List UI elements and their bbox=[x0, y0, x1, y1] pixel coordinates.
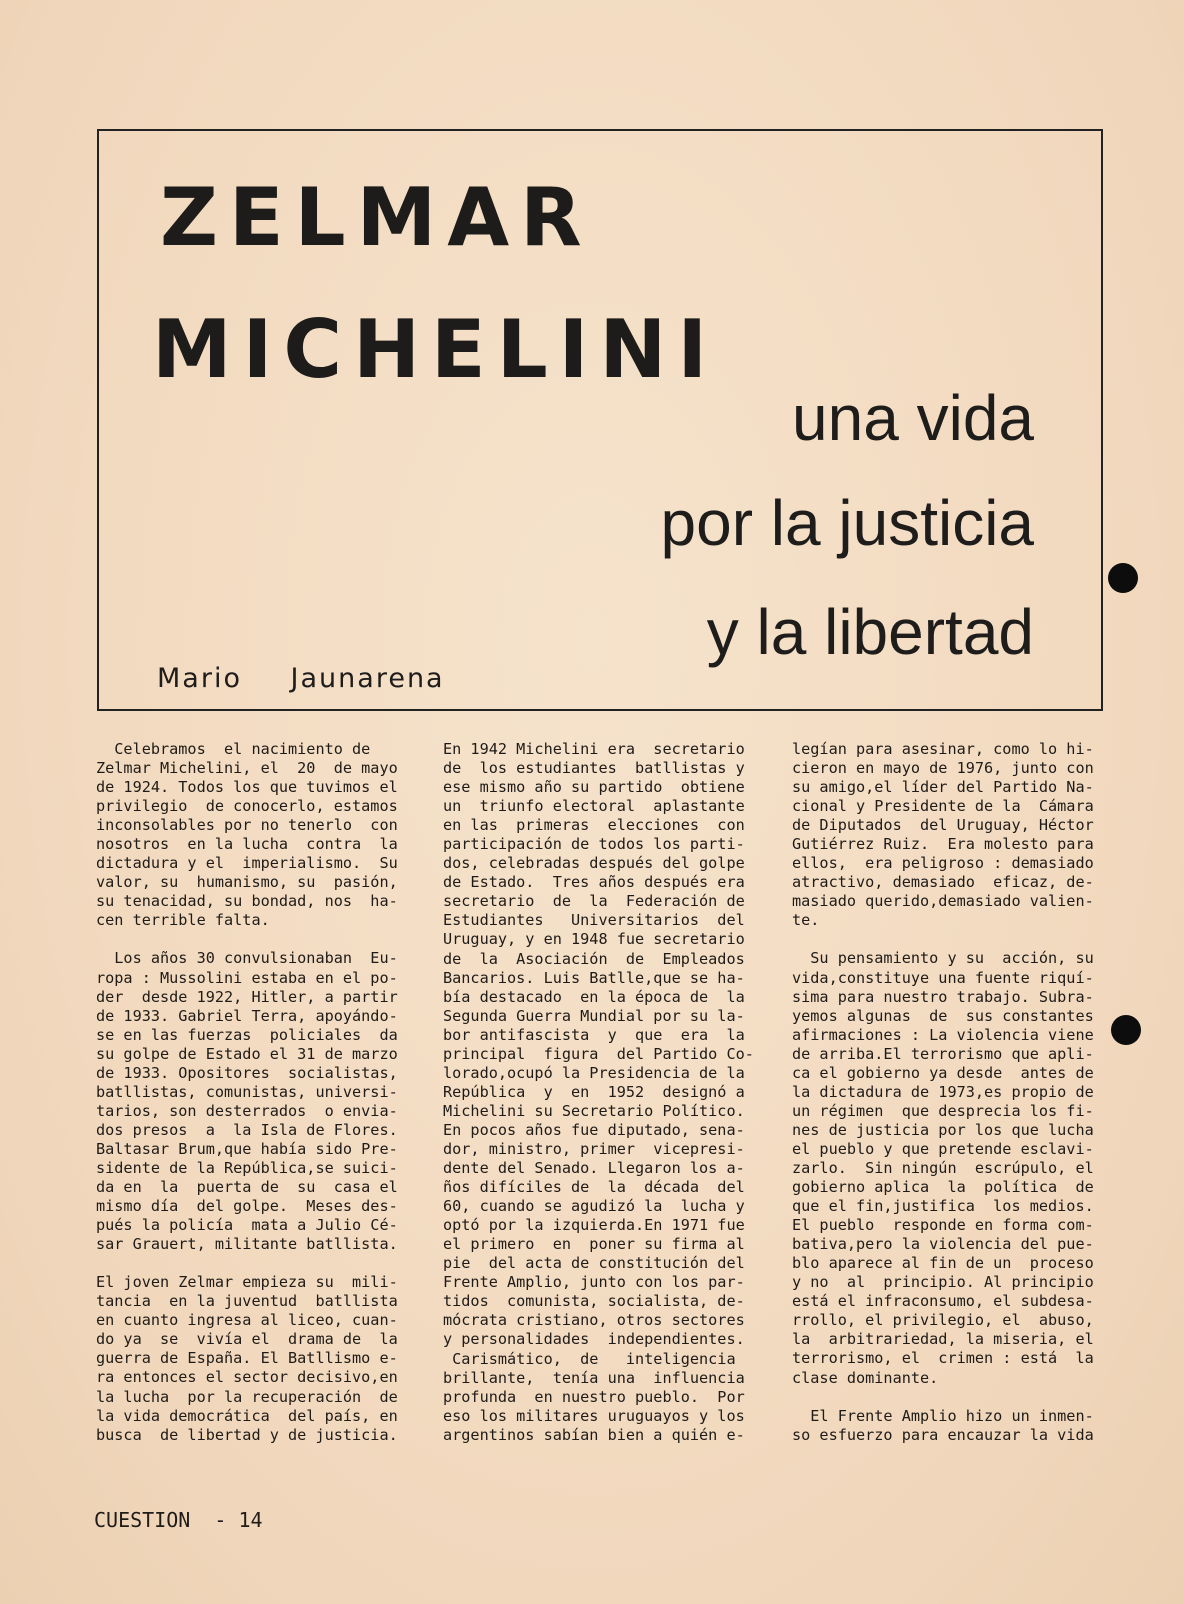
paragraph: legían para asesinar, como lo hi- cieron en mayo de 1976, junto con su amigo,el líder del Partido Na- cional y Presidente de la Cámara de Diputados del Uruguay, Héctor Gutiérrez Ruiz. Era molesto para ellos, era peligroso : demasiado atractivo, demasiado eficaz, de- masiado querido,demasiado valien- te. bbox=[792, 740, 1094, 930]
article-column-1 bbox=[96, 740, 414, 1445]
article-column-3 bbox=[792, 740, 1110, 1445]
paragraph: Los años 30 convulsionaban Eu- ropa : Mussolini estaba en el po- der desde 1922, Hitler, a partir de 1933. Gabriel Terra, apoyándo- se en las fuerzas policiales da su golpe de Estado el 31 de marzo de 1933. Opositores socialistas, batllistas, comunistas, universi- tarios, son desterrados o envia- dos presos a la Isla de Flores. Baltasar Brum,que había sido Pre- sidente de la República,se suici- da en la puerta de su casa el mismo día del golpe. Meses des- pués la policía mata a Julio Cé- sar Grauert, militante batllista. bbox=[96, 949, 398, 1254]
subtitle-line-1: una vida bbox=[792, 382, 1034, 454]
article-column-2 bbox=[443, 740, 761, 1445]
paragraph: Celebramos el nacimiento de Zelmar Michelini, el 20 de mayo de 1924. Todos los que tuvimos el privilegio de conocerlo, estamos inconsolables por no tenerlo con nosotros en la lucha contra la dictadura y el imperialismo. Su valor, su humanismo, su pasión, su tenacidad, su bondad, nos ha- cen terrible falta. bbox=[96, 740, 398, 930]
page-footer: CUESTION - 14 bbox=[94, 1508, 263, 1532]
paragraph: En 1942 Michelini era secretario de los estudiantes batllistas y ese mismo año su partido obtiene un triunfo electoral aplastante en las primeras elecciones con participación de todos los parti- dos, celebradas después del golpe de Estado. Tres años después era secretario de la Federación de Estudiantes Universitarios del Uruguay, y en 1948 fue secretario de la Asociación de Empleados Bancarios. Luis Batlle,que se ha- bía destacado en la época de la Segunda Guerra Mundial por su la- bor antifascista y que era la principal figura del Partido Co- lorado,ocupó la Presidencia de la República y en 1952 designó a Michelini su Secretario Político. En pocos años fue diputado, sena- dor, ministro, primer vicepresi- dente del Senado. Llegaron los a- ños difíciles de la década del 60, cuando se agudizó la lucha y optó por la izquierda.En 1971 fue el primero en poner su firma al pie del acta de constitución del Frente Amplio, junto con los par- tidos comunista, socialista, de- mócrata cristiano, otros sectores y personalidades independientes. Carismático, de inteligencia brillante, tenía una influencia profunda en nuestro pueblo. Por eso los militares uruguayos y los argentinos sabían bien a quién e- bbox=[443, 740, 754, 1444]
paragraph: El Frente Amplio hizo un inmen- so esfuerzo para encauzar la vida bbox=[792, 1406, 1094, 1444]
subtitle-line-2: por la justicia bbox=[660, 487, 1034, 559]
title-first-name: ZELMAR bbox=[160, 171, 593, 264]
binder-hole-bottom bbox=[1111, 1015, 1141, 1045]
paragraph: Su pensamiento y su acción, su vida,constituye una fuente riquí- sima para nuestro trabajo. Subra- yemos algunas de sus constantes afirmaciones : La violencia viene de arriba.El terrorismo que apli- ca el gobierno ya desde antes de la dictadura de 1973,es propio de un régimen que desprecia los fi- nes de justicia por los que lucha el pueblo y que pretende esclavi- zarlo. Sin ningún escrúpulo, el gobierno aplica la política de que el fin,justifica los medios. El pueblo responde en forma com- bativa,pero la violencia del pue- blo aparece al fin de un proceso y no al principio. Al principio está el infraconsumo, el subdesa- rrollo, el privilegio, el abuso, la arbitrariedad, la miseria, el terrorismo, el crimen : está la clase dominante. bbox=[792, 949, 1094, 1387]
author-byline: Mario Jaunarena bbox=[157, 663, 445, 694]
subtitle-line-3: y la libertad bbox=[706, 596, 1034, 668]
binder-hole-top bbox=[1108, 563, 1138, 593]
title-last-name: MICHELINI bbox=[152, 303, 719, 396]
paragraph: El joven Zelmar empieza su mili- tancia en la juventud batllista en cuanto ingresa al liceo, cuan- do ya se vivía el drama de la guerra de España. El Batllismo e- ra entonces el sector decisivo,en la lucha por la recuperación de la vida democrática del país, en busca de libertad y de justicia. bbox=[96, 1273, 398, 1444]
